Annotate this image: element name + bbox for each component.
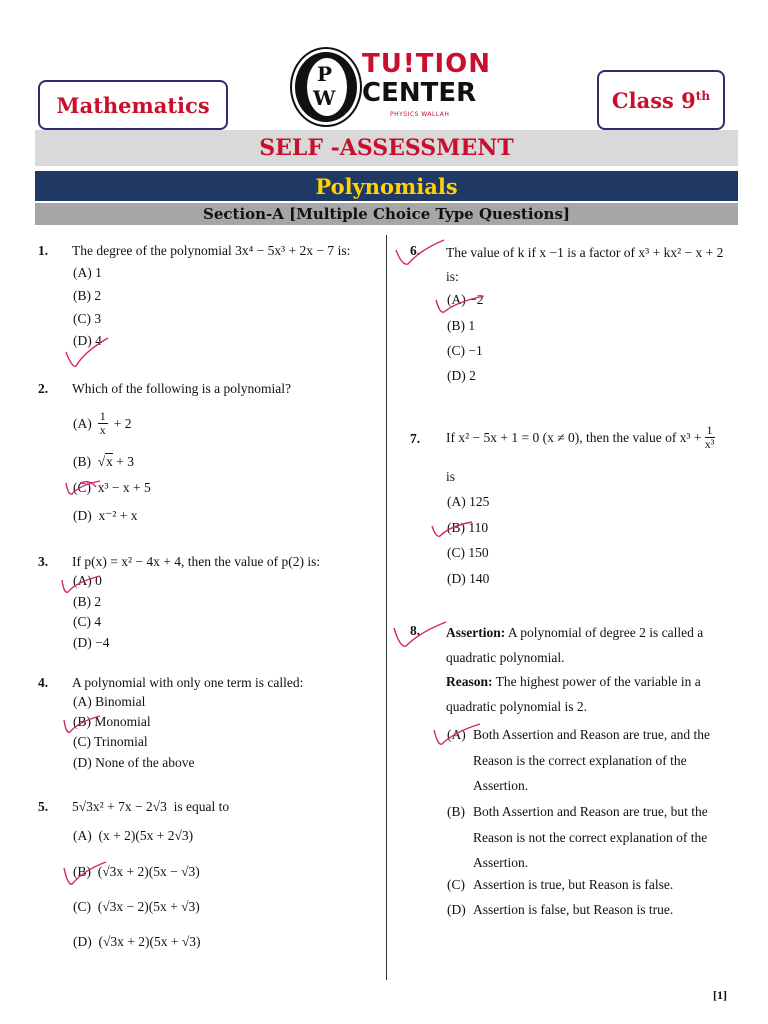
section-title: Section-A [Multiple Choice Type Questions] — [203, 205, 570, 223]
q3-tick-icon — [56, 572, 106, 598]
q2-option-d: (D) x⁻² + x — [73, 508, 138, 523]
page-number: [1] — [713, 988, 727, 1002]
q5-number: 5. — [38, 799, 49, 814]
q2-option-a: (A) $\frac{1}{x}$ + 2 — [73, 409, 132, 437]
q1-option-c: (C) 3 — [73, 311, 102, 326]
q3-number: 3. — [38, 554, 49, 569]
q1-option-b: (B) 2 — [73, 288, 102, 303]
logo-tagline: PHYSICS WALLAH — [390, 111, 450, 118]
q7-option-c: (C) 150 — [447, 545, 489, 560]
q1-text: The degree of the polynomial 3x⁴ − 5x³ + 2x − 7 is: — [72, 243, 351, 258]
q3-text: If p(x) = x² − 4x + 4, then the value of p(2) is: — [72, 554, 321, 569]
title-band — [35, 130, 738, 166]
q2-tick-icon — [60, 477, 110, 499]
q8-number-tick-icon — [390, 618, 450, 654]
q8-reason: Reason: The highest power of the variable in a quadratic polynomial is 2. — [446, 674, 701, 714]
q5-option-d: (D) (√3x + 2)(5x + √3) — [73, 934, 201, 949]
section-band — [35, 203, 738, 225]
logo-line1: TU!TION — [362, 49, 491, 79]
q7-tick-icon — [428, 518, 478, 542]
topic-title: Polynomials — [315, 173, 458, 199]
q5-option-a: (A) (x + 2)(5x + 2√3) — [73, 828, 194, 843]
q4-option-d: (D) None of the above — [73, 755, 195, 770]
q6-number-tick-icon — [392, 236, 448, 272]
q5-tick-icon — [60, 858, 110, 890]
q6-number: 6. — [410, 243, 421, 258]
q4-tick-icon — [58, 712, 108, 738]
q2-option-b: (B) √x + 3 — [73, 454, 135, 469]
pw-logo — [290, 45, 491, 127]
q5-text: 5√3x² + 7x − 2√3 is equal to — [72, 799, 230, 814]
q6-text: The value of k if x −1 is a factor of x³ + kx² − x + 2 is: — [446, 245, 724, 284]
q7-option-b: (B) 110 — [447, 520, 489, 535]
pw-logo-circle-icon: P W — [292, 49, 360, 125]
q8-assertion: Assertion: A polynomial of degree 2 is called a quadratic polynomial. — [446, 625, 704, 665]
q4-option-c: (C) Trinomial — [73, 734, 148, 749]
q4-number: 4. — [38, 675, 49, 690]
q8-number: 8. — [410, 623, 421, 638]
q3-option-c: (C) 4 — [73, 614, 102, 629]
subject-box — [38, 80, 228, 130]
column-divider — [386, 235, 387, 980]
q6-option-b: (B) 1 — [447, 318, 476, 333]
q1-option-a: (A) 1 — [73, 265, 102, 280]
q1-option-d: (D) 4 — [73, 333, 102, 348]
q8-option-b: (B) Both Assertion and Reason are true, but the Reason is not the correct explanation of the Assertion. — [447, 804, 708, 870]
q5-option-b: (B) (√3x + 2)(5x − √3) — [73, 864, 200, 879]
q1-tick-icon — [62, 332, 112, 372]
page-title: SELF -ASSESSMENT — [259, 135, 514, 161]
q4-option-b: (B) Monomial — [73, 714, 151, 729]
q6-option-c: (C) −1 — [447, 343, 483, 358]
q2-number: 2. — [38, 381, 49, 396]
q3-option-b: (B) 2 — [73, 594, 102, 609]
q8-option-c: (C) Assertion is true, but Reason is false. — [447, 877, 674, 892]
class-box — [597, 70, 725, 130]
subject-label: Mathematics — [56, 92, 210, 118]
q2-option-c: (C) x³ − x + 5 — [73, 480, 151, 495]
q2-text: Which of the following is a polynomial? — [72, 381, 291, 396]
logo-line2: CENTER — [362, 78, 477, 108]
q7-text: If x² − 5x + 1 = 0 (x ≠ 0), then the value of x³ + $\frac{1}{\text{x³}}$ — [446, 423, 715, 451]
q7-option-d: (D) 140 — [447, 571, 490, 586]
q5-option-c: (C) (√3x − 2)(5x + √3) — [73, 899, 200, 914]
q3-option-a: (A) 0 — [73, 573, 102, 588]
q3-option-d: (D) −4 — [73, 635, 110, 650]
q6-option-a: (A) −2 — [447, 292, 484, 307]
class-label: Class 9th — [611, 87, 711, 113]
q7-tail: is — [446, 469, 456, 484]
q4-text: A polynomial with only one term is called: — [72, 675, 304, 690]
q6-option-d: (D) 2 — [447, 368, 476, 383]
q7-option-a: (A) 125 — [447, 494, 490, 509]
q7-number: 7. — [410, 431, 421, 446]
q6-tick-icon — [432, 292, 488, 318]
q1-number: 1. — [38, 243, 49, 258]
q4-option-a: (A) Binomial — [73, 694, 146, 709]
q8-option-a: (A) Both Assertion and Reason are true, and the Reason is the correct explanation of the Assertion. — [447, 727, 710, 793]
q8-tick-icon — [430, 720, 486, 750]
q8-option-d: (D) Assertion is false, but Reason is true. — [447, 902, 674, 917]
topic-band — [35, 171, 738, 201]
